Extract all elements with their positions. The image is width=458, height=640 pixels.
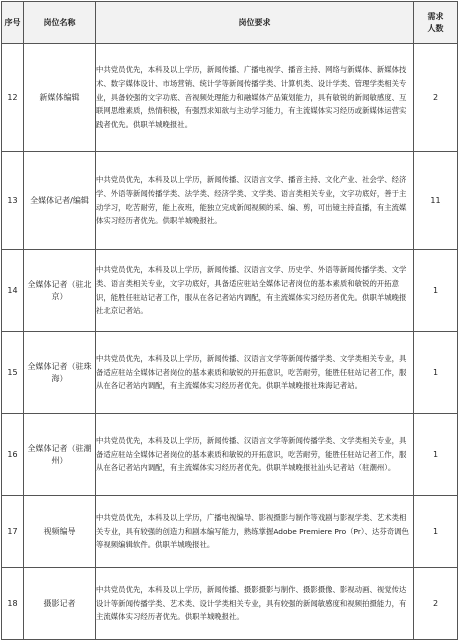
header-count-line1: 需求 xyxy=(427,11,444,21)
table-row xyxy=(2,44,458,152)
row-position-name: 全媒体记者（驻北京） xyxy=(24,250,96,332)
row-position-name: 视频编导 xyxy=(24,496,96,568)
row-no: 12 xyxy=(2,44,24,152)
row-count: 11 xyxy=(414,152,458,250)
header-no: 序号 xyxy=(2,2,24,44)
row-no: 15 xyxy=(2,332,24,414)
row-requirements: 中共党员优先，本科及以上学历，新闻传播、汉语言文学、播音主持、文化产业、社会学、经济学、外语等新闻传播学类、法学类、经济学类、文学类、语言类相关专业，文字功底好，善于主动学习，吃苦耐劳，能上夜班，能独立完成新闻视频的采、编、剪，可出镜主持直播，有主流媒体实习经历者优先。供职羊城晚报社。 xyxy=(96,152,414,250)
row-count: 2 xyxy=(414,44,458,152)
row-requirements: 中共党员优先，本科及以上学历，新闻传播、汉语言文学等新闻传播学类、文学类相关专业，具备适应驻站全媒体记者岗位的基本素质和敏锐的开拓意识，吃苦耐劳，能胜任驻站记者工作，服从在各记者站内调配，有主流媒体实习经历者优先。供职羊城晚报社汕头记者站（驻潮州）。 xyxy=(96,414,414,496)
row-count: 1 xyxy=(414,250,458,332)
row-position-name: 全媒体记者（驻珠海） xyxy=(24,332,96,414)
row-requirements: 中共党员优先，本科及以上学历，广播电视编导、影视摄影与制作等戏剧与影视学类、艺术类相关专业，具有较强的创造力和剧本编写能力，熟练掌握Adobe Premiere Pro（Pr）、达芬奇调色等视频编辑软件。供职羊城晚报社。 xyxy=(96,496,414,568)
row-no: 17 xyxy=(2,496,24,568)
row-position-name: 全媒体记者/编辑 xyxy=(24,152,96,250)
row-position-name: 全媒体记者（驻潮州） xyxy=(24,414,96,496)
row-count: 1 xyxy=(414,332,458,414)
row-requirements: 中共党员优先，本科及以上学历，新闻传播、广播电视学、播音主持、网络与新媒体、新媒体技术、数字媒体设计、市场营销、统计学等新闻传播学类、计算机类、设计学类、管理学类相关专业，具备较强的文字功底、音视频处理能力和融媒体产品策划能力，具有敏锐的新闻敏感度、互联网思维素质，热情积极，有强烈求知欲与主动学习能力，有主流媒体实习经历或新媒体运营实践者优先。供职羊城晚报社。 xyxy=(96,44,414,152)
row-requirements: 中共党员优先，本科及以上学历，新闻传播、汉语言文学等新闻传播学类、文学类相关专业，具备适应驻站全媒体记者岗位的基本素质和敏锐的开拓意识，吃苦耐劳，能胜任驻站记者工作，服从在各记者站内调配，有主流媒体实习经历者优先。供职羊城晚报社珠海记者站。 xyxy=(96,332,414,414)
table-row xyxy=(2,332,458,414)
table-row xyxy=(2,496,458,568)
table-row xyxy=(2,568,458,640)
table-row xyxy=(2,414,458,496)
header-count-line2: 人数 xyxy=(427,23,444,33)
table-row xyxy=(2,152,458,250)
row-no: 14 xyxy=(2,250,24,332)
table-header-row xyxy=(2,2,458,44)
header-requirements: 岗位要求 xyxy=(96,2,414,44)
row-position-name: 摄影记者 xyxy=(24,568,96,640)
row-requirements: 中共党员优先，本科及以上学历，新闻传播、汉语言文学、历史学、外语等新闻传播学类、文学类、语言类相关专业，文字功底好，具备适应驻站全媒体记者岗位的基本素质和敏锐的开拓意识，能胜任驻站记者工作，服从在各记者站内调配，有主流媒体实习经历者优先。供职羊城晚报社北京记者站。 xyxy=(96,250,414,332)
row-requirements: 中共党员优先，本科及以上学历，新闻传播、摄影摄影与制作、摄影摄像、影视动画、视觉传达设计等新闻传播学类、艺术类、设计学类相关专业，具有较强的新闻敏感度和视频拍摄能力，有主流媒体实习经历者优先。供职羊城晚报社。 xyxy=(96,568,414,640)
table-row xyxy=(2,250,458,332)
row-no: 16 xyxy=(2,414,24,496)
row-count: 2 xyxy=(414,568,458,640)
row-no: 13 xyxy=(2,152,24,250)
row-count: 1 xyxy=(414,414,458,496)
header-position: 岗位名称 xyxy=(24,2,96,44)
recruitment-table xyxy=(1,1,458,640)
row-position-name: 新媒体编辑 xyxy=(24,44,96,152)
header-count xyxy=(414,2,458,44)
row-no: 18 xyxy=(2,568,24,640)
row-count: 1 xyxy=(414,496,458,568)
